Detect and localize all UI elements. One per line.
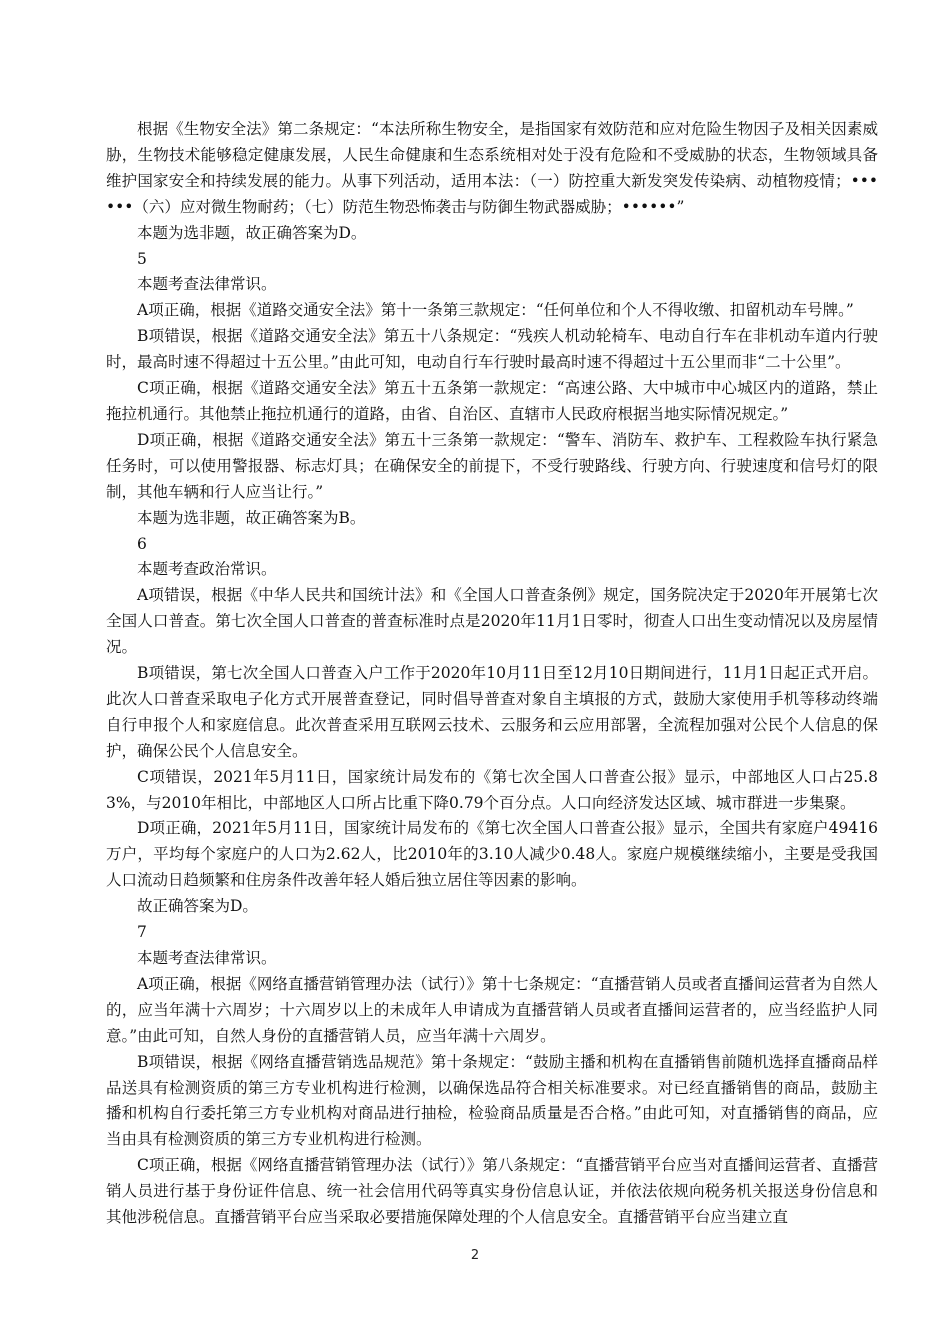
- question-number-6: 6: [137, 534, 147, 553]
- option-a-q6: A项错误，根据《中华人民共和国统计法》和《全国人口普查条例》规定，国务院决定于2020年开展第七次全国人口普查。第七次全国人口普查的普查标准时点是2020年11月1日零时，彻查人口出生变动情况以及房屋情况。: [106, 586, 878, 657]
- question-number-7: 7: [137, 923, 147, 942]
- question-number-5: 5: [137, 249, 147, 268]
- topic-q5: 本题考查法律常识。: [137, 275, 277, 294]
- option-b-q6: B项错误，第七次全国人口普查入户工作于2020年10月11日至12月10日期间进行，11月1日起正式开启。此次人口普查采取电子化方式开展普查登记，同时倡导普查对象自主填报的方式，鼓励大家使用手机等移动终端自行申报个人和家庭信息。此次普查采用互联网云技术、云服务和云应用部署，全流程加强对公民个人信息的保护，确保公民个人信息安全。: [106, 664, 878, 760]
- option-b-q7: B项错误，根据《网络直播营销选品规范》第十条规定：“鼓励主播和机构在直播销售前随机选择直播商品样品送具有检测资质的第三方专业机构进行检测，以确保选品符合相关标准要求。对已经直播销售的商品，鼓励主播和机构自行委托第三方专业机构对商品进行抽检，检验商品质量是否合格。”由此可知，对直播销售的商品，应当由具有检测资质的第三方专业机构进行检测。: [106, 1052, 878, 1149]
- document-body: [106, 117, 878, 1231]
- option-d-q5: D项正确，根据《道路交通安全法》第五十三条第一款规定：“警车、消防车、救护车、工程救险车执行紧急任务时，可以使用警报器、标志灯具；在确保安全的前提下，不受行驶路线、行驶方向、行驶速度和信号灯的限制，其他车辆和行人应当让行。”: [106, 430, 878, 501]
- answer-q6: 故正确答案为D。: [137, 897, 258, 916]
- option-c-q5: C项正确，根据《道路交通安全法》第五十五条第一款规定：“高速公路、大中城市中心城区内的道路，禁止拖拉机通行。其他禁止拖拉机通行的道路，由省、自治区、直辖市人民政府根据当地实际情况规定。”: [106, 379, 878, 423]
- option-d-q6: D项正确，2021年5月11日，国家统计局发布的《第七次全国人口普查公报》显示，全国共有家庭户49416万户，平均每个家庭户的人口为2.62人，比2010年的3.10人减少0.48人。家庭户规模继续缩小，主要是受我国人口流动日趋频繁和住房条件改善年轻人婚后独立居住等因素的影响。: [106, 819, 878, 890]
- option-b-q5: B项错误，根据《道路交通安全法》第五十八条规定：“残疾人机动轮椅车、电动自行车在非机动车道内行驶时，最高时速不得超过十五公里。”由此可知，电动自行车行驶时最高时速不得超过十五公里而非“二十公里”。: [106, 327, 878, 372]
- topic-q7: 本题考查法律常识。: [137, 949, 277, 967]
- paragraph-biosecurity-law: 根据《生物安全法》第二条规定：“本法所称生物安全，是指国家有效防范和应对危险生物因子及相关因素威胁，生物技术能够稳定健康发展，人民生命健康和生态系统相对处于没有危险和不受威胁的状态，生物领域具备维护国家安全和持续发展的能力。从事下列活动，适用本法：（一）防控重大新发突发传染病、动植物疫情；••••••（六）应对微生物耐药；（七）防范生物恐怖袭击与防御生物武器威胁；••••••”: [106, 120, 878, 216]
- option-a-q5: A项正确，根据《道路交通安全法》第十一条第三款规定：“任何单位和个人不得收缴、扣留机动车号牌。”: [137, 301, 854, 320]
- option-a-q7: A项正确，根据《网络直播营销管理办法（试行）》第十七条规定：“直播营销人员或者直播间运营者为自然人的，应当年满十六周岁；十六周岁以上的未成年人申请成为直播营销人员或者直播间运营者的，应当经监护人同意。”由此可知，自然人身份的直播营销人员，应当年满十六周岁。: [106, 974, 878, 1045]
- page-number: 2: [470, 1248, 480, 1263]
- option-c-q6: C项错误，2021年5月11日，国家统计局发布的《第七次全国人口普查公报》显示，中部地区人口占25.83%，与2010年相比，中部地区人口所占比重下降0.79个百分点。人口向经济发达区域、城市群进一步集聚。: [106, 767, 878, 812]
- option-c-q7: C项正确，根据《网络直播营销管理办法（试行）》第八条规定：“直播营销平台应当对直播间运营者、直播营销人员进行基于身份证件信息、统一社会信用代码等真实身份信息认证，并依法依规向税务机关报送身份信息和其他涉税信息。直播营销平台应当采取必要措施保障处理的个人信息安全。直播营销平台应当建立直: [106, 1156, 878, 1227]
- answer-q5: 本题为选非题，故正确答案为B。: [137, 508, 366, 527]
- answer-q4: 本题为选非题，故正确答案为D。: [137, 223, 367, 242]
- topic-q6: 本题考查政治常识。: [137, 560, 277, 579]
